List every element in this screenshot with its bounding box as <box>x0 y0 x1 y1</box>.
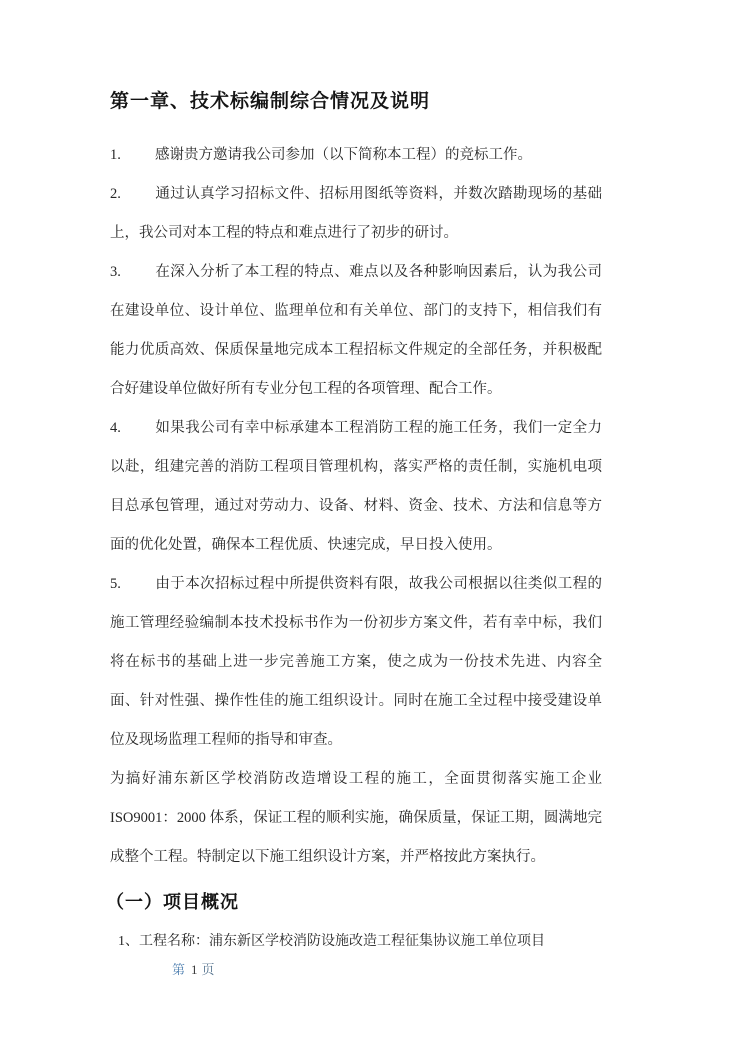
document-body <box>106 88 602 961</box>
project-name-line: 1、工程名称：浦东新区学校消防设施改造工程征集协议施工单位项目 <box>118 934 545 949</box>
paragraph-text: 通过认真学习招标文件、招标用图纸等资料，并数次踏勘现场的基础上，我公司对本工程的特点和难点进行了初步的研讨。 <box>110 186 602 241</box>
footer-page-prefix: 第 <box>172 962 188 977</box>
numbered-paragraph-1 <box>110 136 602 175</box>
paragraph-text: 在深入分析了本工程的特点、难点以及各种影响因素后，认为我公司在建设单位、设计单位、监理单位和有关单位、部门的支持下，相信我们有能力优质高效、保质保量地完成本工程招标文件规定的全部任务，并积极配合好建设单位做好所有专业分包工程的各项管理、配合工作。 <box>110 264 602 397</box>
numbered-paragraph-2 <box>110 175 602 253</box>
paragraph-number: 5. <box>110 576 121 592</box>
paragraph-number: 3. <box>110 264 121 280</box>
numbered-paragraph-3 <box>110 253 602 409</box>
paragraph-text: 由于本次招标过程中所提供资料有限，故我公司根据以往类似工程的施工管理经验编制本技术投标书作为一份初步方案文件，若有幸中标，我们将在标书的基础上进一步完善施工方案，使之成为一份技术先进、内容全面、针对性强、操作性佳的施工组织设计。同时在施工全过程中接受建设单位及现场监理工程师的指导和审查。 <box>110 576 602 748</box>
paragraph-number: 2. <box>110 186 121 202</box>
numbered-paragraph-5 <box>110 565 602 760</box>
footer-page-number: 1 <box>191 962 198 977</box>
footer-page-suffix: 页 <box>201 962 217 977</box>
paragraph-text: 如果我公司有幸中标承建本工程消防工程的施工任务，我们一定全力以赴，组建完善的消防工程项目管理机构，落实严格的责任制，实施机电项目总承包管理，通过对劳动力、设备、材料、资金、技术、方法和信息等方面的优化处置，确保本工程优质、快速完成，早日投入使用。 <box>110 420 602 553</box>
page-footer <box>172 960 217 980</box>
chapter-title: 第一章、技术标编制综合情况及说明 <box>110 91 431 112</box>
closing-paragraph: 为搞好浦东新区学校消防改造增设工程的施工，全面贯彻落实施工企业 ISO9001：2000 体系，保证工程的顺利实施，确保质量，保证工期，圆满地完成整个工程。特制定以下施工组织设计方案，并严格按此方案执行。 <box>110 771 602 865</box>
paragraph-number: 1. <box>110 147 121 163</box>
numbered-paragraph-4 <box>110 409 602 565</box>
paragraph-text: 感谢贵方邀请我公司参加（以下简称本工程）的竞标工作。 <box>155 147 532 163</box>
paragraph-number: 4. <box>110 420 121 436</box>
section-heading: （一）项目概况 <box>106 892 239 912</box>
